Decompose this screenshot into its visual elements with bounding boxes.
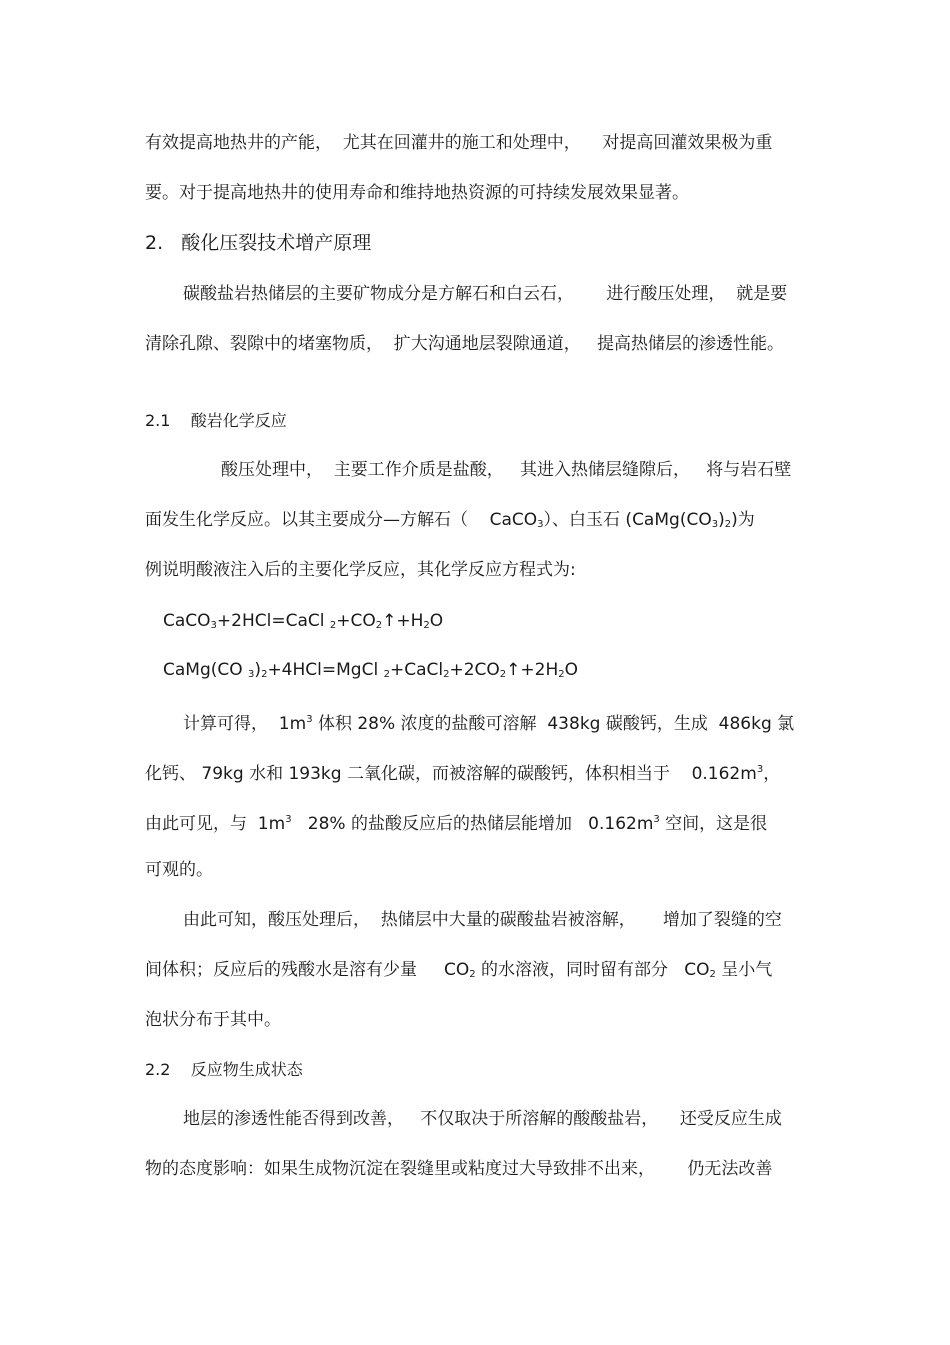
s21-line-1: 酸压处理中， 主要工作介质是盐酸， 其进入热储层缝隙后， 将与岩石壁	[221, 460, 792, 480]
intro-line-2: 要。对于提高地热井的使用寿命和维持地热资源的可持续发展效果显著。	[145, 183, 689, 203]
calc-line-2: 化钙、 79kg 水和 193kg 二氧化碳，而被溶解的碳酸钙，体积相当于 $0.162m^3$，	[145, 764, 781, 784]
intro-line-1: 有效提高地热井的产能， 尤其在回灌井的施工和处理中， 对提高回灌效果极为重	[145, 133, 773, 153]
s22-line-2: 物的态度影响：如果生成物沉淀在裂缝里或粘度过大导致排不出来， 仍无法改善	[145, 1159, 773, 1179]
section-number: 2.1	[145, 411, 171, 430]
result-line-1: 由此可知，酸压处理后， 热储层中大量的碳酸盐岩被溶解， 增加了裂缝的空	[183, 910, 782, 930]
section-title: 酸化压裂技术增产原理	[181, 232, 372, 254]
calc-line-3: 由此可见，与 $1m^3$ 28% 的盐酸反应后的热储层能增加 $0.162m^3$ 空间，这是很	[145, 814, 768, 834]
equation-1: CaCO$_3$+2HCl=CaCl $_2+CO_2↑+H_2O$	[163, 611, 444, 631]
s2-line-2: 清除孔隙、裂隙中的堵塞物质， 扩大沟通地层裂隙通道， 提高热储层的渗透性能。	[145, 334, 785, 354]
s21-line-2: 面发生化学反应。以其主要成分—方解石（ CaCO$_3$）、白玉石 $(CaMg(CO_3)_2)$为	[145, 510, 755, 530]
s22-line-1: 地层的渗透性能否得到改善， 不仅取决于所溶解的酸酸盐岩， 还受反应生成	[183, 1109, 782, 1129]
section-title: 酸岩化学反应	[190, 411, 287, 430]
section-number: 2.	[145, 232, 164, 254]
calc-line-4: 可观的。	[145, 860, 213, 880]
s2-line-1: 碳酸盐岩热储层的主要矿物成分是方解石和白云石， 进行酸压处理， 就是要	[183, 284, 788, 304]
result-line-2: 间体积；反应后的残酸水是溶有少量 $CO_2$ 的水溶液，同时留有部分 $CO_2$ 呈小气	[145, 960, 773, 980]
section-2-1-heading	[0, 410, 950, 432]
equation-2: CaMg(CO $_3)_2+4HCl=MgCl$ $_2+CaCl_2+2CO_2↑+2H_2O$	[163, 660, 578, 680]
section-number: 2.2	[145, 1060, 171, 1079]
section-title: 反应物生成状态	[190, 1060, 303, 1079]
result-line-3: 泡状分布于其中。	[145, 1010, 281, 1030]
s21-line-3: 例说明酸液注入后的主要化学反应，其化学反应方程式为:	[145, 560, 576, 580]
section-2-2-heading	[0, 1059, 950, 1081]
calc-line-1: 计算可得， $1m^3$ 体积 28% 浓度的盐酸可溶解 438kg 碳酸钙，生成 486kg 氯	[183, 714, 795, 734]
section-2-heading	[0, 232, 950, 254]
